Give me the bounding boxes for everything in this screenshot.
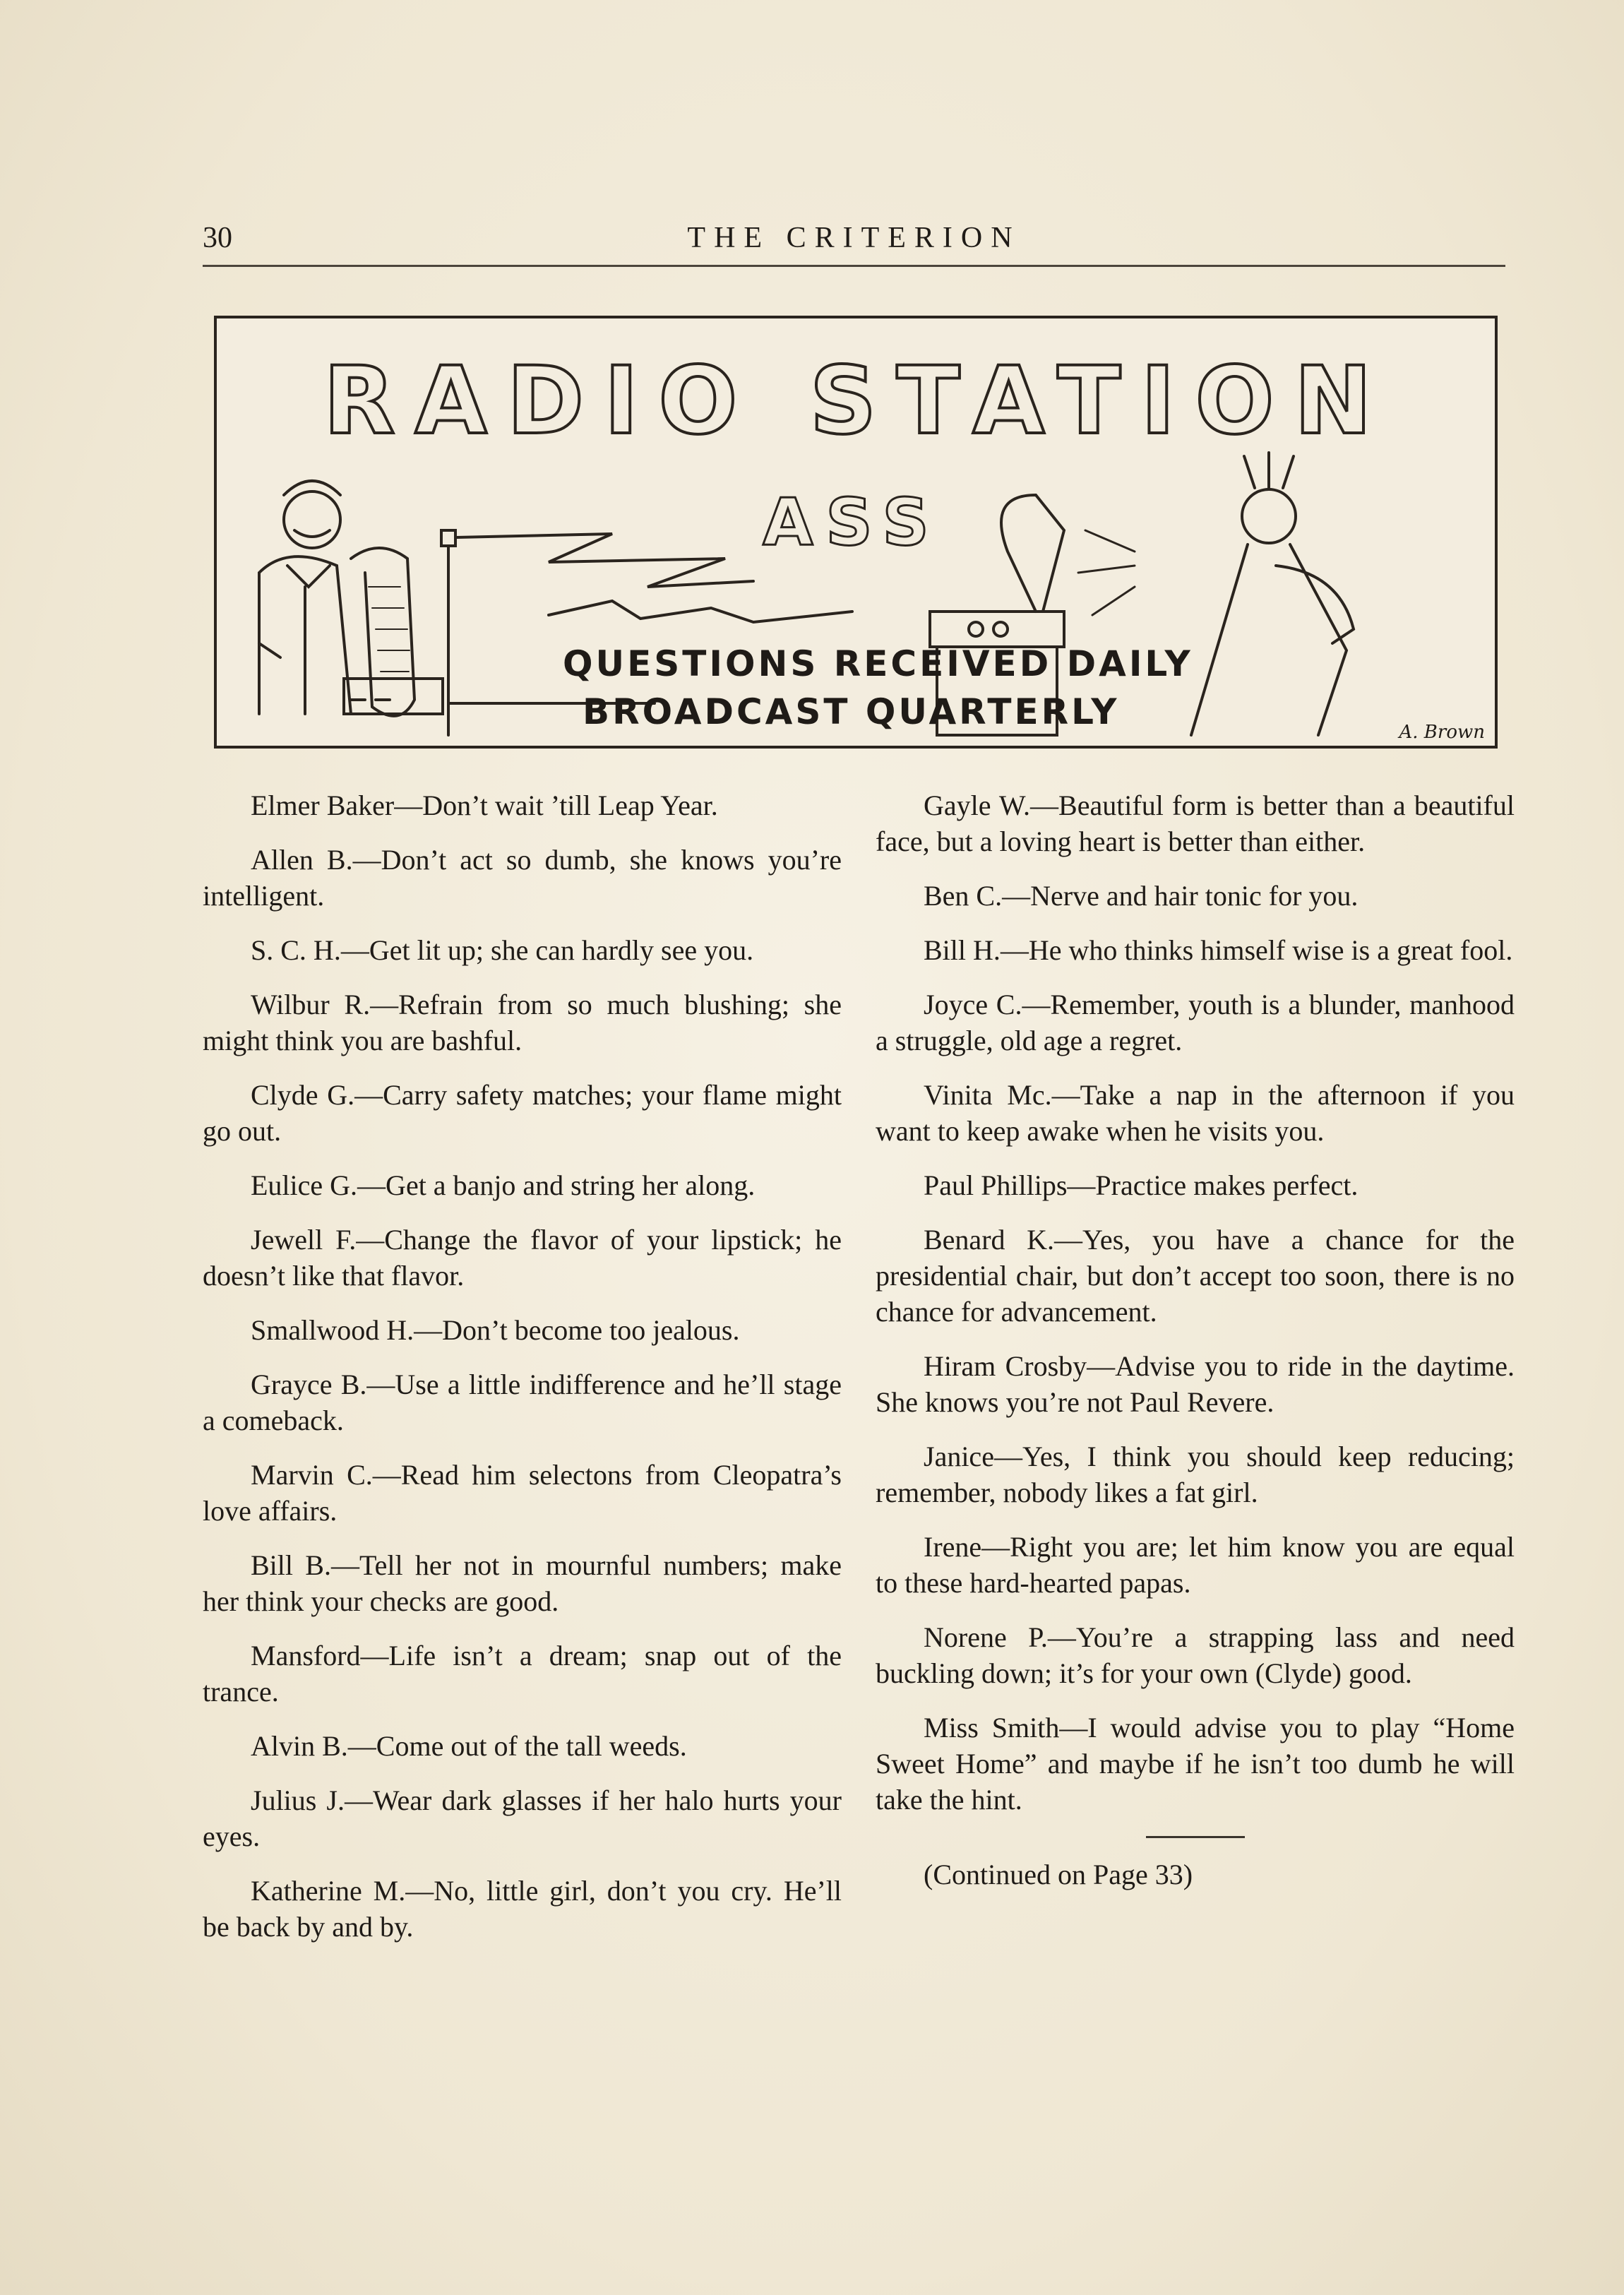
advice-entry: Mansford—Life isn’t a dream; snap out of the trance.	[203, 1640, 842, 1707]
scroll-icon	[351, 548, 414, 716]
advice-entry: S. C. H.—Get lit up; she can hardly see you.	[251, 934, 754, 966]
listener-head	[1242, 489, 1296, 543]
advice-entry: Vinita Mc.—Take a nap in the afternoon if you want to keep awake when he visits you.	[876, 1079, 1515, 1147]
advice-entry: Bill H.—He who thinks himself wise is a great fool.	[924, 934, 1513, 966]
radio-station-cartoon	[214, 316, 1498, 749]
section-divider	[1146, 1836, 1245, 1838]
radio-receiver-icon	[930, 612, 1064, 647]
advice-entry: Katherine M.—No, little girl, don’t you cry. He’ll be back by and by.	[203, 1875, 842, 1943]
advice-entry: Joyce C.—Remember, youth is a blunder, manhood a struggle, old age a regret.	[876, 989, 1515, 1056]
banner-subtitle: ASS	[763, 484, 942, 560]
advice-entry: Julius J.—Wear dark glasses if her halo hurts your eyes.	[203, 1784, 842, 1852]
advice-entry: Miss Smith—I would advise you to play “Home Sweet Home” and maybe if he isn’t too dumb he will take the hint.	[876, 1712, 1515, 1816]
advice-entry: Eulice G.—Get a banjo and string her along.	[251, 1169, 756, 1201]
advice-entry: Allen B.—Don’t act so dumb, she knows you’re intelligent.	[203, 844, 842, 912]
journal-title: THE CRITERION	[687, 222, 1021, 254]
advice-entry: Alvin B.—Come out of the tall weeds.	[251, 1730, 687, 1762]
artist-signature: A. Brown	[1399, 722, 1485, 743]
advice-entry: Jewell F.—Change the flavor of your lipstick; he doesn’t like that flavor.	[203, 1224, 842, 1292]
advice-entry: Marvin C.—Read him selectons from Cleopatra’s love affairs.	[203, 1459, 842, 1527]
advice-entry: Hiram Crosby—Advise you to ride in the daytime. She knows you’re not Paul Revere.	[876, 1350, 1515, 1418]
right-column	[876, 787, 1515, 1911]
banner-title: RADIO STATION	[323, 347, 1392, 455]
advice-entry: Bill B.—Tell her not in mournful numbers; make her think your checks are good.	[203, 1549, 842, 1617]
advice-entry: Paul Phillips—Practice makes perfect.	[924, 1169, 1359, 1201]
advice-entry: Benard K.—Yes, you have a chance for the presidential chair, but don’t accept too soon, there is no chance for advancement.	[876, 1224, 1515, 1328]
advice-entry: Norene P.—You’re a strapping lass and need buckling down; it’s for your own (Clyde) good.	[876, 1621, 1515, 1689]
advice-entry: Wilbur R.—Refrain from so much blushing; she might think you are bashful.	[203, 989, 842, 1056]
microphone-icon	[441, 530, 455, 546]
listener-body	[1191, 544, 1347, 735]
caption-line-1: QUESTIONS RECEIVED DAILY	[563, 643, 1193, 684]
advice-entry: Janice—Yes, I think you should keep reducing; remember, nobody likes a fat girl.	[876, 1441, 1515, 1508]
advice-entry: Clyde G.—Carry safety matches; your flame might go out.	[203, 1079, 842, 1147]
page-number: 30	[203, 222, 232, 254]
advice-entry: Irene—Right you are; let him know you are equal to these hard-hearted papas.	[876, 1531, 1515, 1599]
advice-entry: Elmer Baker—Don’t wait ’till Leap Year.	[251, 789, 718, 821]
advice-entry: Grayce B.—Use a little indifference and he’ll stage a comeback.	[203, 1369, 842, 1436]
page-header	[203, 215, 1505, 267]
advice-entry: Gayle W.—Beautiful form is better than a beautiful face, but a loving heart is better than either.	[876, 789, 1515, 857]
advice-entry: Ben C.—Nerve and hair tonic for you.	[924, 880, 1359, 912]
continued-note: (Continued on Page 33)	[924, 1859, 1193, 1890]
advice-entry: Smallwood H.—Don’t become too jealous.	[251, 1314, 740, 1346]
announcer-head	[284, 491, 340, 548]
left-column	[203, 787, 842, 1963]
caption-line-2: BROADCAST QUARTERLY	[583, 691, 1120, 732]
